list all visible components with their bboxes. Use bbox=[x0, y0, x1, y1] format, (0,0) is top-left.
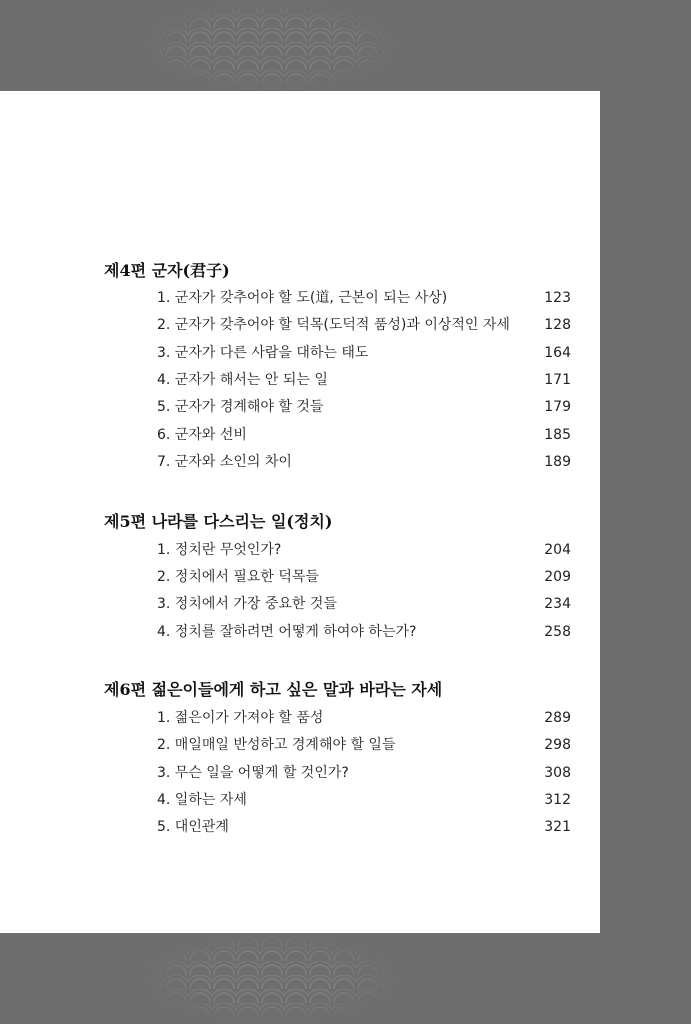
toc-entry[interactable] bbox=[157, 425, 571, 445]
toc-entry[interactable] bbox=[157, 370, 571, 390]
decorative-wave-pattern-top bbox=[140, 0, 400, 91]
toc-entry[interactable] bbox=[157, 763, 571, 783]
entry-page-number: 312 bbox=[544, 792, 571, 808]
toc-entry[interactable] bbox=[157, 343, 571, 363]
entry-label: 4. 일하는 자세 bbox=[157, 792, 247, 808]
entry-label: 7. 군자와 소인의 차이 bbox=[157, 454, 292, 470]
entry-page-number: 204 bbox=[544, 542, 571, 558]
toc-entry[interactable] bbox=[157, 315, 571, 335]
section-title: 제4편 군자(君子) bbox=[104, 261, 230, 280]
toc-entry[interactable] bbox=[157, 594, 571, 614]
entry-page-number: 298 bbox=[544, 737, 571, 753]
toc-entry[interactable] bbox=[157, 790, 571, 810]
toc-entry[interactable] bbox=[157, 817, 571, 837]
entry-page-number: 164 bbox=[544, 345, 571, 361]
entry-label: 3. 정치에서 가장 중요한 것들 bbox=[157, 596, 337, 612]
entry-page-number: 123 bbox=[544, 290, 571, 306]
entry-label: 1. 군자가 갖추어야 할 도(道, 근본이 되는 사상) bbox=[157, 290, 448, 306]
entry-page-number: 189 bbox=[544, 454, 571, 470]
entry-label: 6. 군자와 선비 bbox=[157, 427, 247, 443]
entry-label: 5. 대인관계 bbox=[157, 819, 229, 835]
toc-entry[interactable] bbox=[157, 540, 571, 560]
entry-page-number: 209 bbox=[544, 569, 571, 585]
entry-page-number: 289 bbox=[544, 710, 571, 726]
entry-page-number: 171 bbox=[544, 372, 571, 388]
toc-entry[interactable] bbox=[157, 567, 571, 587]
toc-entry[interactable] bbox=[157, 452, 571, 472]
entry-label: 3. 무슨 일을 어떻게 할 것인가? bbox=[157, 765, 349, 781]
entry-page-number: 234 bbox=[544, 596, 571, 612]
entry-page-number: 128 bbox=[544, 317, 571, 333]
entry-page-number: 258 bbox=[544, 624, 571, 640]
table-of-contents-page bbox=[0, 91, 600, 933]
entry-label: 5. 군자가 경계해야 할 것들 bbox=[157, 399, 324, 415]
entry-label: 4. 정치를 잘하려면 어떻게 하여야 하는가? bbox=[157, 624, 417, 640]
toc-entry[interactable] bbox=[157, 288, 571, 308]
entry-label: 4. 군자가 해서는 안 되는 일 bbox=[157, 372, 328, 388]
section-title: 제6편 젊은이들에게 하고 싶은 말과 바라는 자세 bbox=[104, 680, 443, 699]
toc-entry[interactable] bbox=[157, 708, 571, 728]
section-title: 제5편 나라를 다스리는 일(정치) bbox=[104, 512, 333, 531]
entry-page-number: 179 bbox=[544, 399, 571, 415]
entry-label: 3. 군자가 다른 사람을 대하는 태도 bbox=[157, 345, 369, 361]
entry-label: 1. 젊은이가 가져야 할 품성 bbox=[157, 710, 324, 726]
entry-label: 2. 군자가 갖추어야 할 덕목(도덕적 품성)과 이상적인 자세 bbox=[157, 317, 510, 333]
entry-label: 2. 정치에서 필요한 덕목들 bbox=[157, 569, 319, 585]
entry-page-number: 321 bbox=[544, 819, 571, 835]
entry-label: 2. 매일매일 반성하고 경계해야 할 일들 bbox=[157, 737, 396, 753]
toc-entry[interactable] bbox=[157, 735, 571, 755]
entry-label: 1. 정치란 무엇인가? bbox=[157, 542, 282, 558]
toc-entry[interactable] bbox=[157, 622, 571, 642]
decorative-wave-pattern-bottom bbox=[140, 933, 400, 1024]
toc-entry[interactable] bbox=[157, 397, 571, 417]
entry-page-number: 308 bbox=[544, 765, 571, 781]
entry-page-number: 185 bbox=[544, 427, 571, 443]
